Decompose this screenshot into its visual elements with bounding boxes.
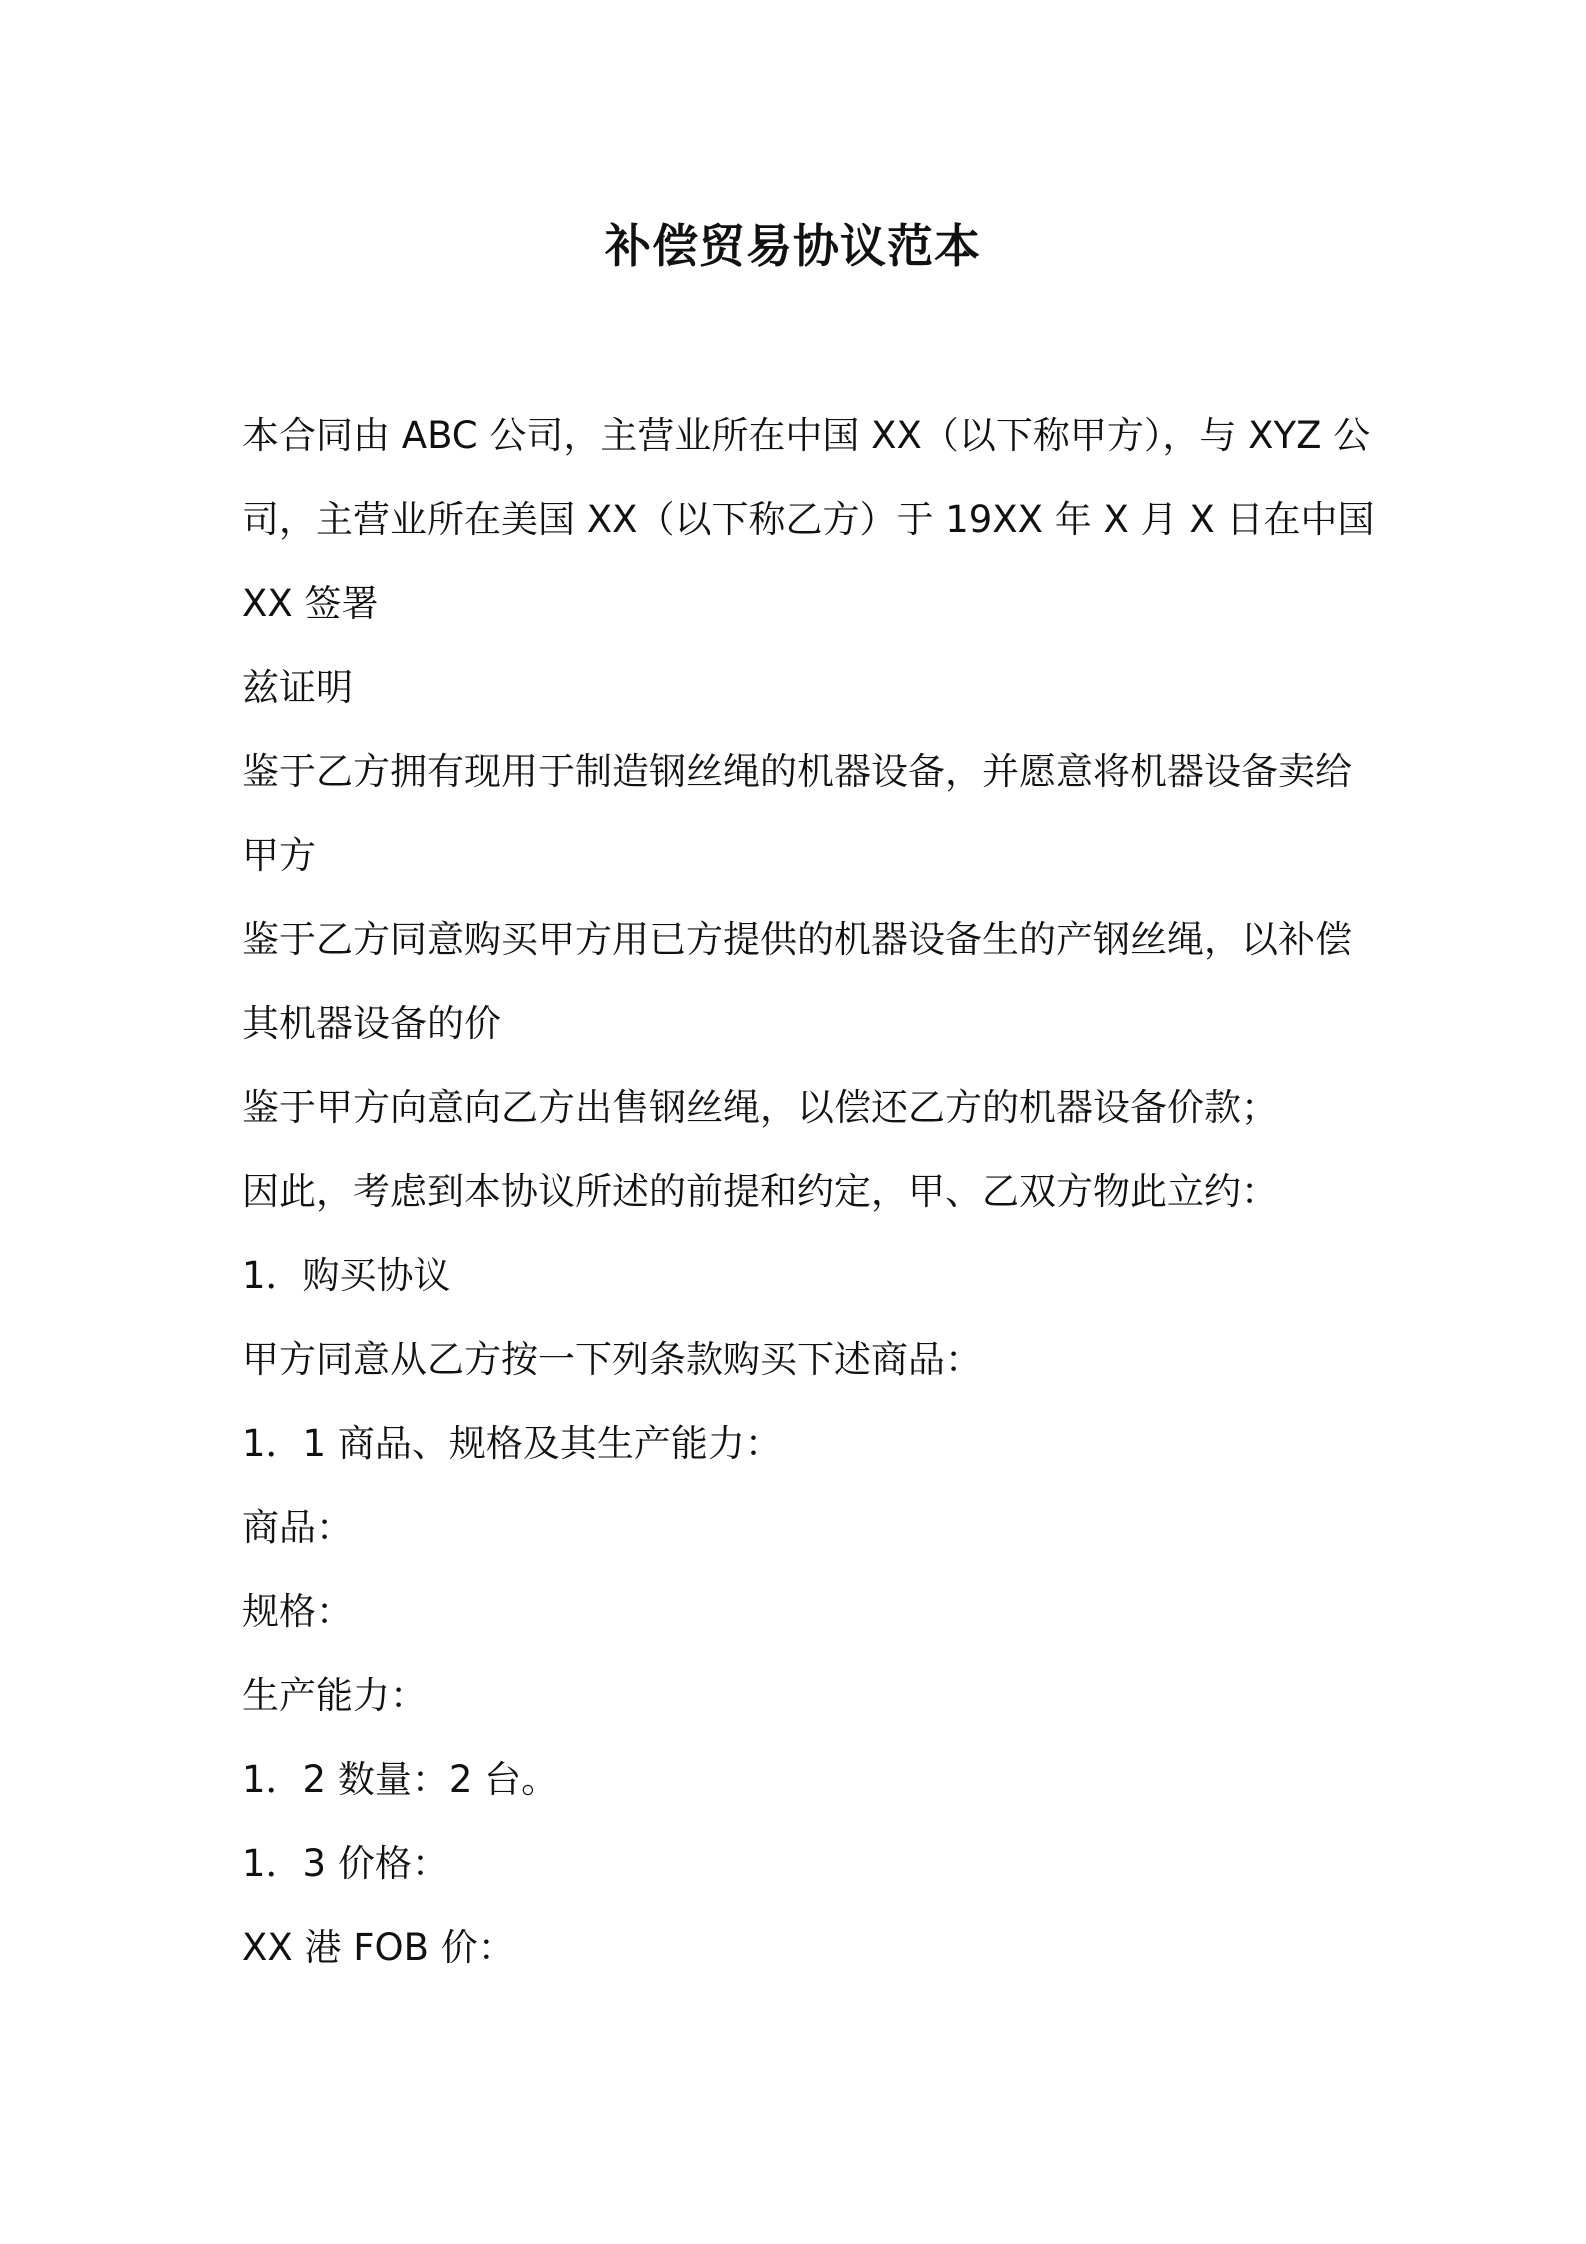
- text-line: 兹证明: [242, 666, 353, 709]
- text-line: 甲方同意从乙方按一下列条款购买下述商品：: [242, 1338, 982, 1381]
- text-line: XX 签署: [242, 582, 379, 625]
- field-label: 生产能力：: [242, 1674, 427, 1717]
- text-line: 因此，考虑到本协议所述的前提和约定，甲、乙双方物此立约：: [242, 1170, 1278, 1213]
- text-line: 司，主营业所在美国 XX（以下称乙方）于 19XX 年 X 月 X 日在中国: [242, 498, 1375, 541]
- text-line: 鉴于甲方向意向乙方出售钢丝绳，以偿还乙方的机器设备价款；: [242, 1086, 1278, 1129]
- text-line: 甲方: [242, 834, 316, 877]
- subsection-heading: 1．3 价格：: [242, 1842, 449, 1885]
- field-label: 商品：: [242, 1506, 353, 1549]
- text-line: 其机器设备的价: [242, 1002, 501, 1045]
- document-title: 补偿贸易协议范本: [605, 219, 981, 273]
- text-line: 鉴于乙方拥有现用于制造钢丝绳的机器设备，并愿意将机器设备卖给: [242, 750, 1352, 793]
- section-heading: 1．购买协议: [242, 1254, 451, 1297]
- field-label: 规格：: [242, 1590, 353, 1633]
- text-line: 鉴于乙方同意购买甲方用已方提供的机器设备生的产钢丝绳，以补偿: [242, 918, 1352, 961]
- text-line: 本合同由 ABC 公司，主营业所在中国 XX（以下称甲方），与 XYZ 公: [242, 414, 1371, 457]
- field-label: XX 港 FOB 价：: [242, 1926, 515, 1969]
- subsection-heading: 1．1 商品、规格及其生产能力：: [242, 1422, 782, 1465]
- subsection-heading: 1．2 数量：2 台。: [242, 1758, 559, 1801]
